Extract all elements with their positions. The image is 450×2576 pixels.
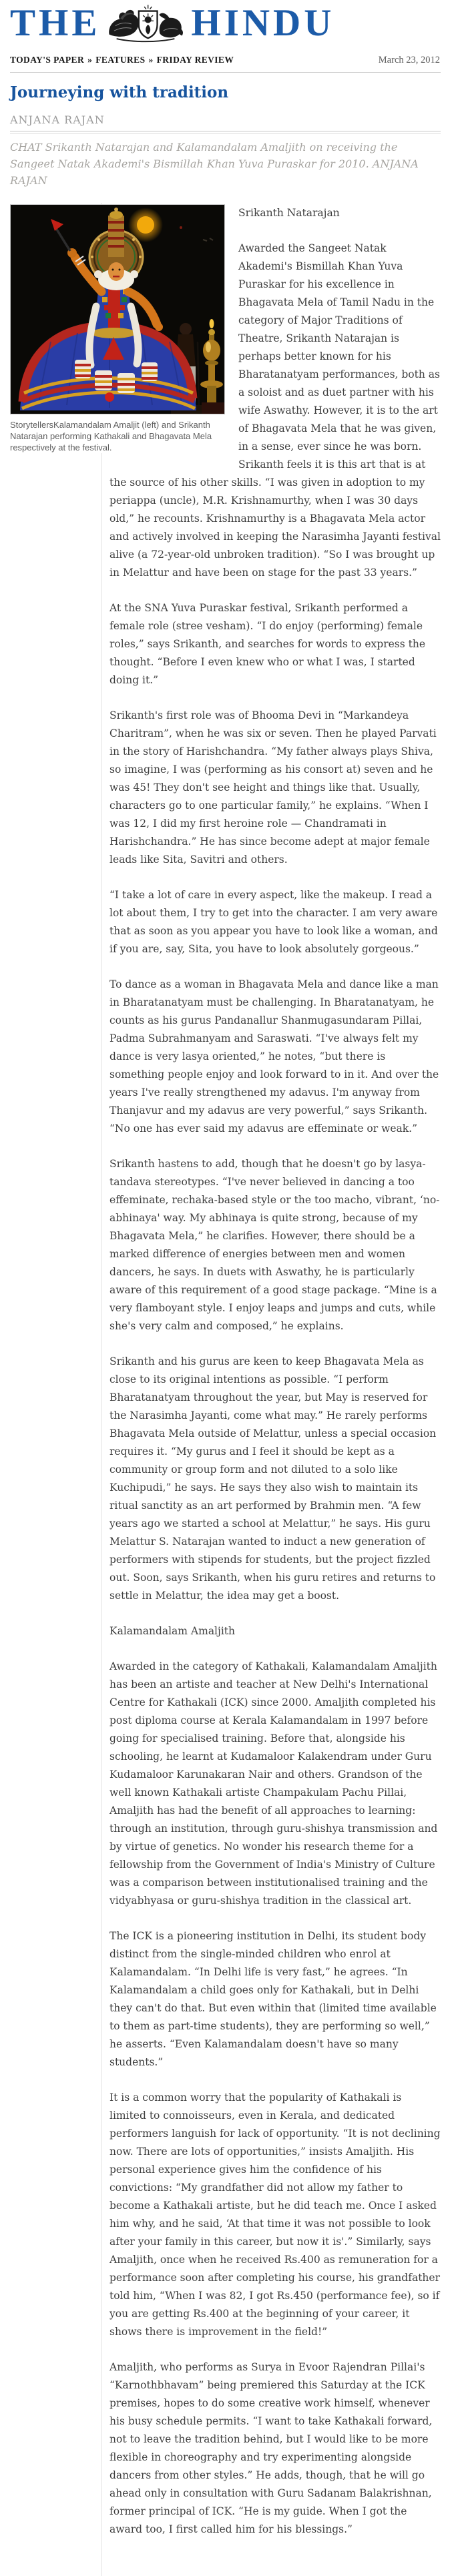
date-label: March 23, 2012 bbox=[378, 55, 440, 65]
paragraph: Amaljith, who performs as Surya in Evoor Rajendran Pillai's “Karnothbhavam” being premiered this Saturday at the ICK premises, hopes to do some creative work himself, whenever his busy schedule permits. “I want to take Kathakali forward, not to leave the tradition behind, but I would like to be more flexible in choreography and try experimenting alongside dancers from other styles.” He adds, though, that he will go ahead only in consultation with Guru Sadanam Balakrishnan, former principal of ICK. “He is my guide. When I got the award too, I first called him for his blessings.” bbox=[109, 2361, 433, 2535]
byline-divider bbox=[10, 131, 441, 134]
breadcrumb-separator: » bbox=[87, 55, 93, 65]
article-photo bbox=[10, 204, 225, 414]
breadcrumb-item-friday-review[interactable]: FRIDAY REVIEW bbox=[156, 55, 234, 65]
masthead-hindu: HINDU bbox=[191, 2, 335, 44]
paragraph: Srikanth's first role was of Bhooma Devi in “Markandeya Charitram”, when he was six or seven. Then he played Parvati in the story of Harishchandra. “My father always plays Shiva, so imagine, I was (performing as his consort at) seven and he was 45! They don't see height and things like that. Usually, characters go to one particular family,” he explains. “When I was 12, I did my first heroine role — Chandramati in Harishchandra.” He has since become adept at major female leads like Sita, Savitri and others. bbox=[109, 709, 437, 866]
page-title: Journeying with tradition bbox=[10, 83, 229, 101]
section-heading-srikanth-natarajan: Srikanth Natarajan bbox=[238, 207, 340, 219]
masthead bbox=[0, 0, 450, 47]
breadcrumb-item-todays-paper[interactable]: TODAY'S PAPER bbox=[10, 55, 85, 65]
paragraph: Awarded the Sangeet Natak Akademi's Bismillah Khan Yuva Puraskar for his excellence in Bhagavata Mela of Tamil Nadu in the category of Major Traditions of Theatre, Srikanth Natarajan is perhaps better known for his Bharatanatyam performances, both as a soloist and as duet partner with his wife Aswathy. However, it is to the art of Bhagavata Mela that he was given, in a sense, ever since he was born. Srikanth feels it is this art that is at the source of his other skills. “I was given in adoption to my periappa (uncle), M.R. Krishnamurthy, when I was 30 days old,” he recounts. Krishnamurthy is a Bhagavata Mela actor and actively involved in keeping the Narasimha Jayanti festival alive (a 72-year-old unbroken tradition). “So I was brought up in Melattur and have been on stage for the past 33 years.” bbox=[109, 242, 441, 579]
paragraph: “I take a lot of care in every aspect, like the makeup. I read a lot about them, I try to get into the character. I am very aware that as soon as you appear you have to look like a woman, and if you are, say, Sita, you have to look absolutely gorgeous.” bbox=[109, 889, 438, 955]
paragraph: It is a common worry that the popularity of Kathakali is limited to connoisseurs, even in Kerala, and dedicated performers languish for lack of opportunity. “It is not declining now. There are lots of opportunities,” insists Amaljith. His personal experience gives him the confidence of his convictions: “My grandfather did not allow my father to become a Kathakali artiste, but he did teach me. Once I asked him why, and he said, ‘At that time it was not possible to look after your family in this career, but now it is'.” Similarly, says Amaljith, once when he received Rs.400 as remuneration for a performance soon after completing his course, his grandfather told him, “When I was 82, I got Rs.450 (performance fee), so if you are getting Rs.400 at the beginning of your career, it shows there is improvement in the field!” bbox=[109, 2091, 441, 2338]
masthead-the: THE bbox=[10, 2, 101, 44]
article-body bbox=[10, 203, 441, 2576]
paragraph: Srikanth and his gurus are keen to keep Bhagavata Mela as close to its original intentions as possible. “I perform Bharatanatyam throughout the year, but May is reserved for the Narasimha Jayanti, come what may.” He rarely performs Bhagavata Mela outside of Melattur, unless a special occasion requires it. “My gurus and I feel it should be kept as a community or group form and not diluted to a solo like Kuchipudi,” he says. He says they also wish to maintain its ritual sanctity as an art performed by Brahmin men. “A few years ago we started a school at Melattur,” he says. His guru Melattur S. Natarajan wanted to induct a new generation of performers with stipends for students, but the project fizzled out. Soon, says Srikanth, when his guru retires and returns to settle in Melattur, the idea may get a boost. bbox=[109, 1355, 437, 1602]
paragraph: To dance as a woman in Bhagavata Mela and dance like a man in Bharatanatyam must be challenging. In Bharatanatyam, he counts as his gurus Pandanallur Shanmugasundaram Pillai, Padma Subrahmanyam and Saraswati. “I've always felt my dance is very lasya oriented,” he notes, “but there is something people enjoy and look forward to in it. And over the years I've really strengthened my adavus. I'm anyway from Thanjavur and my adavus are very powerful,” says Srikanth. “No one has ever said my adavus are effeminate or weak.” bbox=[109, 978, 439, 1135]
article-photo-figure bbox=[10, 204, 226, 453]
hindu-crest-logo bbox=[105, 3, 186, 44]
header-divider bbox=[10, 72, 441, 73]
paragraph: Srikanth hastens to add, though that he doesn't go by lasya-tandava stereotypes. “I've never believed in dancing a too effeminate, rechaka-based style or the too macho, vibrant, ‘no-abhinaya' way. My abhinaya is quite strong, because of my Bhagavata Mela,” he clarifies. However, there should be a marked difference of energies between men and women dancers, he says. In duets with Aswathy, he is particularly aware of this requirement of a good stage package. “Mine is a very flamboyant style. I enjoy leaps and jumps and cuts, while she's very calm and composed,” he explains. bbox=[109, 1158, 440, 1332]
section-heading-kalamandalam-amaljith: Kalamandalam Amaljith bbox=[109, 1625, 235, 1637]
breadcrumb-row bbox=[0, 47, 450, 72]
breadcrumb-item-features[interactable]: FEATURES bbox=[95, 55, 146, 65]
paragraph: The ICK is a pioneering institution in Delhi, its student body distinct from the single-minded children who enrol at Kalamandalam. “In Delhi life is very fast,” he agrees. “In Kalamandalam a child goes only for Kathakali, but in Delhi they can't do that. But even within that (limited time available to them as part-time students), they are performing so well,” he asserts. “Even Kalamandalam doesn't have so many students.” bbox=[109, 1930, 437, 2068]
breadcrumb bbox=[10, 55, 234, 65]
photo-caption: StorytellersKalamandalam Amaljit (left) and Srikanth Natarajan performing Kathakali and Bhagavata Mela respectively at the festival. bbox=[10, 420, 212, 452]
breadcrumb-separator: » bbox=[148, 55, 154, 65]
paragraph: Awarded in the category of Kathakali, Kalamandalam Amaljith has been an artiste and teacher at New Delhi's International Centre for Kathakali (ICK) since 2000. Amaljith completed his post diploma course at Kerala Kalamandalam in 1997 before going for specialised training. Before that, alongside his schooling, he learnt at Kudamaloor Kalakendram under Guru Kudamaloor Karunakaran Nair and others. Grandson of the well known Kathakali artiste Champakulam Pachu Pillai, Amaljith has had the benefit of all approaches to learning: through an institution, through guru-shishya transmission and by virtue of genetics. No wonder his research theme for a fellowship from the Government of India's Ministry of Culture was a comparison between institutionalised training and the vidyabhyasa or guru-shishya tradition in the classical art. bbox=[109, 1660, 438, 1907]
byline: ANJANA RAJAN bbox=[10, 113, 105, 126]
paragraph: At the SNA Yuva Puraskar festival, Srikanth performed a female role (stree vesham). “I do enjoy (performing) female roles,” says Srikanth, and searches for words to express the thought. “Before I even knew who or what I was, I started doing it.” bbox=[109, 602, 426, 686]
strapline: CHAT Srikanth Natarajan and Kalamandalam Amaljith on receiving the Sangeet Natak Akademi's Bismillah Khan Yuva Puraskar for 2010. ANJANA RAJAN bbox=[10, 141, 419, 187]
